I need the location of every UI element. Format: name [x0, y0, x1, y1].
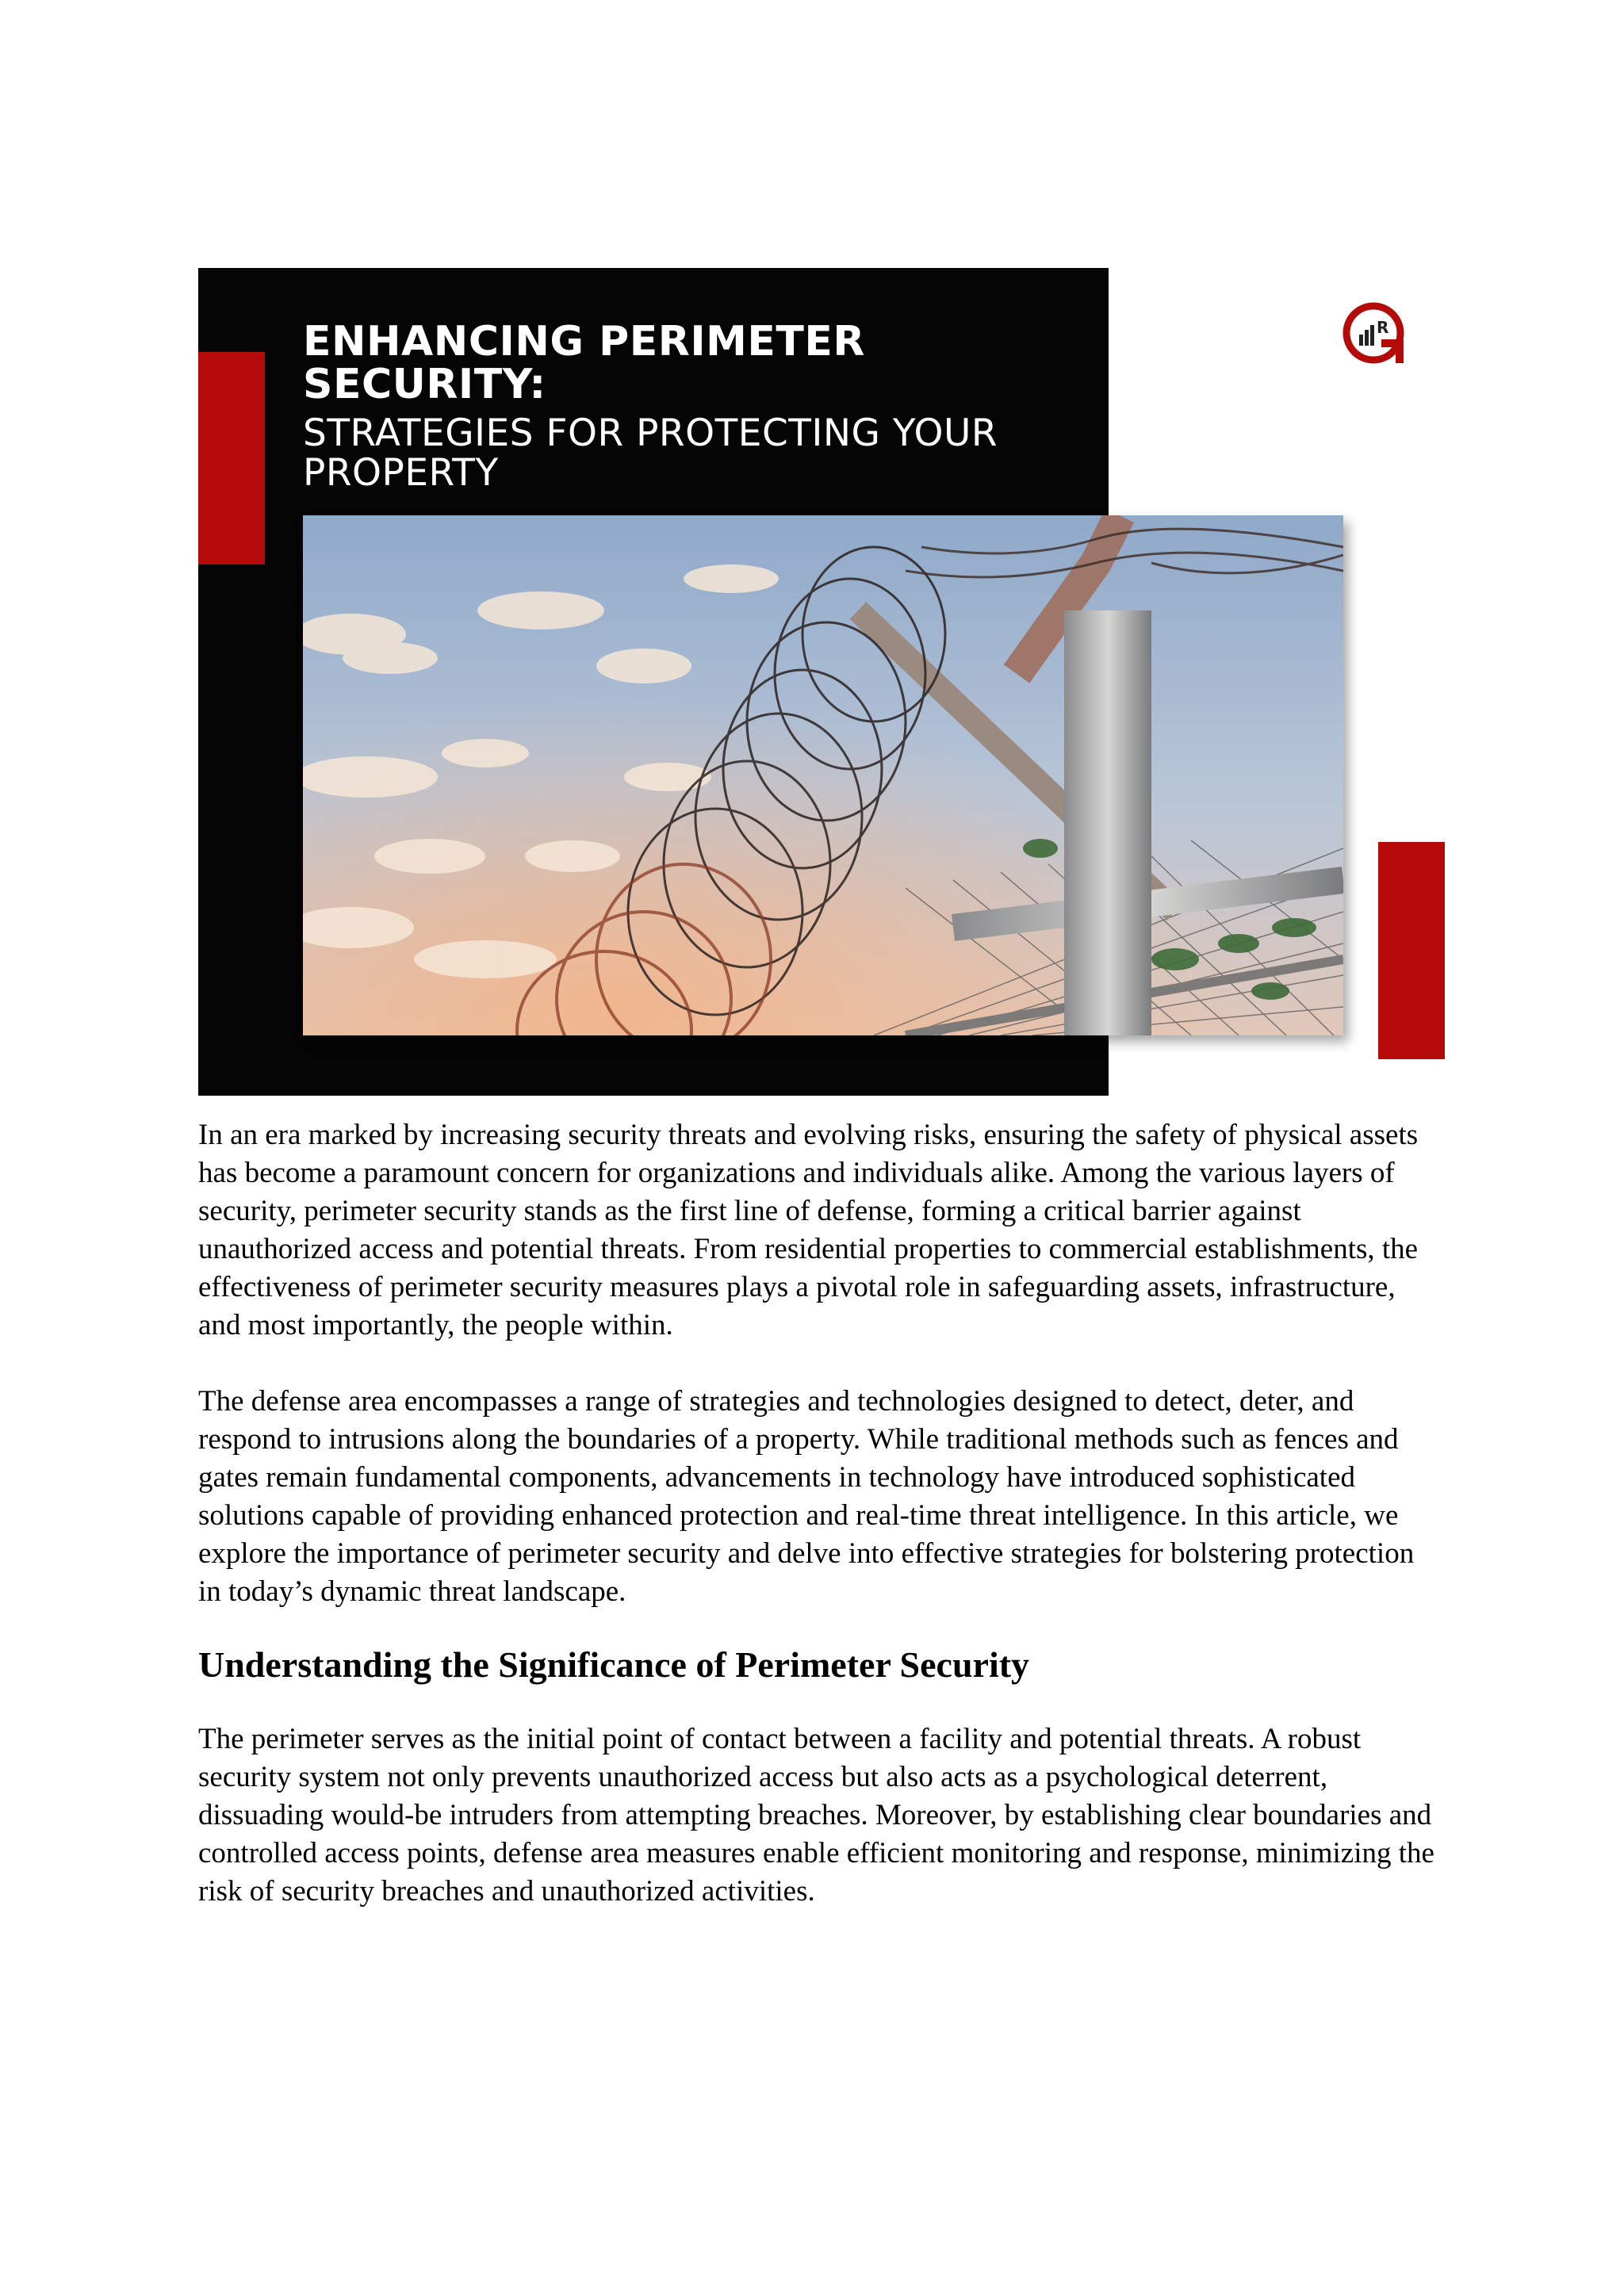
svg-text:R: R	[1377, 318, 1389, 337]
article-banner	[198, 268, 1445, 1096]
barbed-wire-fence-photo	[303, 515, 1343, 1035]
banner-title	[303, 320, 1096, 406]
section-paragraph: The perimeter serves as the initial point of contact between a facility and potential threats. A robust security system not only prevents unauthorized access but also acts as a psychological deterrent, dissuading would-be intruders from attempting breaches. Moreover, by establishing clear boundaries and controlled access points, defense area measures enable efficient monitoring and response, minimizing the risk of security breaches and unauthorized activities.	[198, 1723, 1434, 1908]
rqg-logo-icon	[1340, 298, 1411, 369]
banner-subtitle-line-1: STRATEGIES FOR PROTECTING YOUR	[303, 411, 998, 455]
banner-subtitle	[303, 411, 1096, 495]
banner-subtitle-line-2: PROPERTY	[303, 451, 499, 495]
intro-paragraph: In an era marked by increasing security threats and evolving risks, ensuring the safety of physical assets has become a paramount concern for organizations and individuals alike. Among the various layers of security, perimeter security stands as the first line of defense, forming a critical barrier against unauthorized access and potential threats. From residential properties to commercial establishments, the effectiveness of perimeter security measures plays a pivotal role in safeguarding assets, infrastructure, and most importantly, the people within.	[198, 1119, 1419, 1341]
banner-title-line-2: SECURITY:	[303, 361, 546, 408]
article-body	[198, 1116, 1443, 1911]
banner-title-line-1: ENHANCING PERIMETER	[303, 318, 865, 365]
second-paragraph: The defense area encompasses a range of strategies and technologies designed to detect, deter, and respond to intrusions along the boundaries of a property. While traditional methods such as fences and gates remain fundamental components, advancements in technology have introduced sophisticated solutions capable of providing enhanced protection and real-time threat intelligence. In this article, we explore the importance of perimeter security and delve into effective strategies for bolstering protection in today’s dynamic threat landscape.	[198, 1385, 1415, 1608]
accent-bar-left	[198, 352, 265, 564]
accent-bar-right	[1378, 842, 1445, 1059]
section-heading: Understanding the Significance of Perimeter Security	[198, 1644, 1030, 1685]
